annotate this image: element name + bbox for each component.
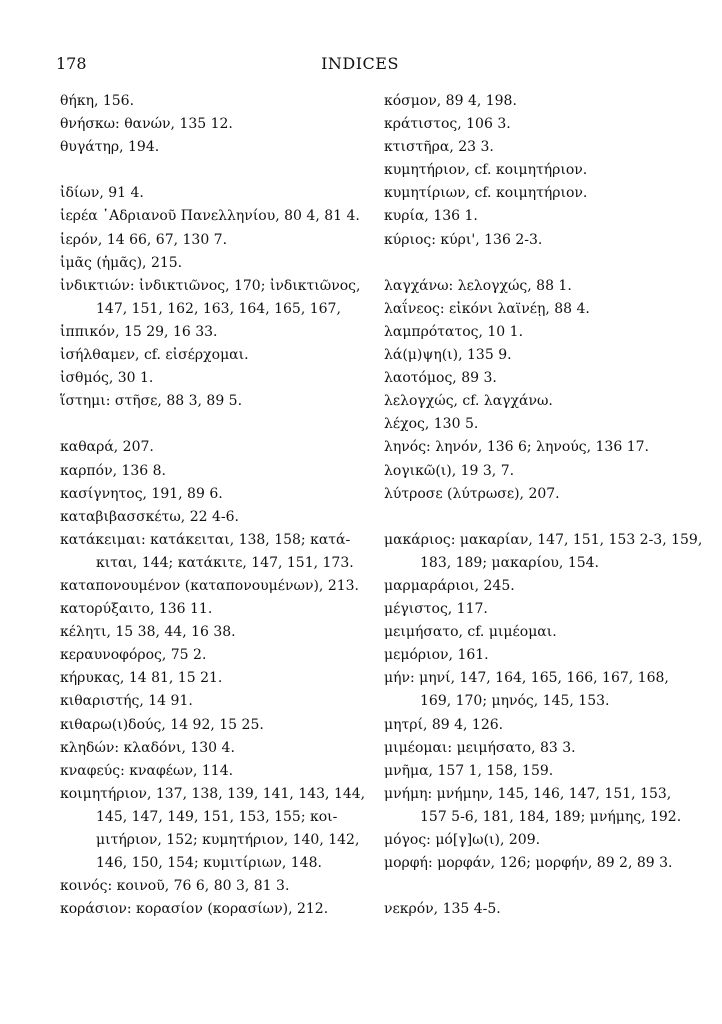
page-number: 178 xyxy=(56,54,87,73)
index-entry: κοινός: κοινοῦ, 76 6, 80 3, 81 3. xyxy=(60,878,290,895)
index-entry: καθαρά, 207. xyxy=(60,439,154,456)
index-entry: μειμήσατο, cf. μιμέομαι. xyxy=(384,624,557,641)
index-entry-continuation: 145, 147, 149, 151, 153, 155; κοι- xyxy=(96,808,338,825)
index-entry: καρπόν, 136 8. xyxy=(60,462,167,479)
index-entry-continuation: 169, 170; μηνός, 145, 153. xyxy=(420,693,610,710)
page-title: INDICES xyxy=(321,54,399,73)
index-entry: κεραυνοφόρος, 75 2. xyxy=(60,647,207,664)
index-entry: ἰνδικτιών: ἰνδικτιῶνος, 170; ἰνδικτιῶνος, xyxy=(60,277,361,294)
index-entry: νεκρόν, 135 4-5. xyxy=(384,901,501,918)
index-entry: λαΐνεος: εἰκόνι λαϊνέῃ, 88 4. xyxy=(384,300,590,317)
index-entry: καταπονουμένον (καταπονουμένων), 213. xyxy=(60,577,360,594)
index-entry: ἱερέα ῾Αδριανοῦ Πανελληνίου, 80 4, 81 4. xyxy=(60,208,360,225)
index-entry: κύριος: κύρι', 136 2-3. xyxy=(384,231,543,248)
index-entry: θήκη, 156. xyxy=(60,93,135,109)
right-column xyxy=(384,90,703,921)
page-header xyxy=(56,54,664,78)
index-entry: μαρμαράριοι, 245. xyxy=(384,577,515,594)
index-entry: ἰσθμός, 30 1. xyxy=(60,370,154,387)
index-entry: κναφεύς: κναφέων, 114. xyxy=(60,762,234,779)
index-entry: μητρί, 89 4, 126. xyxy=(384,716,504,733)
index-entry: μορφή: μορφάν, 126; μορφήν, 89 2, 89 3. xyxy=(384,855,673,872)
index-entry: κράτιστος, 106 3. xyxy=(384,116,511,133)
index-entry: ἱερόν, 14 66, 67, 130 7. xyxy=(60,231,228,248)
index-entry: θνήσκω: θανών, 135 12. xyxy=(60,116,233,133)
index-entry: λέχος, 130 5. xyxy=(384,416,479,433)
section-gap xyxy=(384,506,674,529)
index-entry: κατορύξαιτο, 136 11. xyxy=(60,601,213,618)
index-entry: θυγάτηρ, 194. xyxy=(60,139,160,156)
index-entry: κοράσιον: κορασίον (κορασίων), 212. xyxy=(60,901,329,918)
index-entry: ἱππικόν, 15 29, 16 33. xyxy=(60,323,218,340)
index-entry: μέγιστος, 117. xyxy=(384,601,488,618)
index-entry: μιμέομαι: μειμήσατο, 83 3. xyxy=(384,739,576,756)
index-entry: ἱμᾶς (ἡμᾶς), 215. xyxy=(60,254,183,271)
index-entry: ἰσήλθαμεν, cf. εἰσέρχομαι. xyxy=(60,347,249,364)
index-entry: λογικῶ(ι), 19 3, 7. xyxy=(384,462,515,479)
index-entry: λαμπρότατος, 10 1. xyxy=(384,323,524,340)
index-entry-continuation: κιται, 144; κατάκιτε, 147, 151, 173. xyxy=(96,554,354,571)
index-entry: ἰδίων, 91 4. xyxy=(60,185,144,202)
index-entry-continuation: 146, 150, 154; κυμιτίριων, 148. xyxy=(96,855,322,872)
index-entry: κασίγνητος, 191, 89 6. xyxy=(60,485,223,502)
index-entry: λύτροσε (λύτρωσε), 207. xyxy=(384,485,560,502)
section-gap xyxy=(60,159,360,182)
left-column xyxy=(60,90,366,921)
index-entry: κιθαρω(ι)δούς, 14 92, 15 25. xyxy=(60,716,264,733)
index-entry: κήρυκας, 14 81, 15 21. xyxy=(60,670,223,687)
index-entry-continuation: 157 5-6, 181, 184, 189; μνήμης, 192. xyxy=(420,808,682,825)
index-entry: κιθαριστής, 14 91. xyxy=(60,693,193,710)
index-entry: κυρία, 136 1. xyxy=(384,208,478,225)
index-entry: κατάκειμαι: κατάκειται, 138, 158; κατά- xyxy=(60,531,351,548)
index-entry: μόγος: μό[γ]ω(ι), 209. xyxy=(384,832,541,848)
index-entry: μακάριος: μακαρίαν, 147, 151, 153 2-3, 159, xyxy=(384,531,703,548)
index-entry: κοιμητήριον, 137, 138, 139, 141, 143, 144, xyxy=(60,785,366,802)
index-entry: μνῆμα, 157 1, 158, 159. xyxy=(384,762,554,779)
section-gap xyxy=(60,413,360,436)
index-entry: κυμητίριων, cf. κοιμητήριον. xyxy=(384,185,588,202)
index-entry: κόσμον, 89 4, 198. xyxy=(384,93,517,109)
index-entry: λαοτόμος, 89 3. xyxy=(384,370,497,387)
index-entry: μνήμη: μνήμην, 145, 146, 147, 151, 153, xyxy=(384,785,672,802)
index-entry-continuation: 147, 151, 162, 163, 164, 165, 167, xyxy=(96,300,341,317)
index-entry: κυμητήριον, cf. κοιμητήριον. xyxy=(384,162,588,179)
index-entry-continuation: μιτήριον, 152; κυμητήριον, 140, 142, xyxy=(96,832,360,848)
section-gap xyxy=(384,875,674,898)
index-entry: λά(μ)ψη(ι), 135 9. xyxy=(384,347,512,364)
index-entry: ἵστημι: στῆσε, 88 3, 89 5. xyxy=(60,393,243,410)
section-gap xyxy=(384,252,674,275)
index-entry: κληδών: κλαδόνι, 130 4. xyxy=(60,739,235,756)
index-entry: ληνός: ληνόν, 136 6; ληνούς, 136 17. xyxy=(384,439,649,456)
index-entry: μήν: μηνί, 147, 164, 165, 166, 167, 168, xyxy=(384,670,669,687)
index-entry-continuation: 183, 189; μακαρίου, 154. xyxy=(420,554,599,571)
index-entry: καταβιβασσκέτω, 22 4-6. xyxy=(60,508,239,525)
index-entry: λαγχάνω: λελογχώς, 88 1. xyxy=(384,277,572,294)
index-entry: κέλητι, 15 38, 44, 16 38. xyxy=(60,624,236,641)
index-entry: κτιστῆρα, 23 3. xyxy=(384,139,494,156)
index-entry: μεμόριον, 161. xyxy=(384,647,489,664)
index-entry: λελογχώς, cf. λαγχάνω. xyxy=(384,393,553,410)
